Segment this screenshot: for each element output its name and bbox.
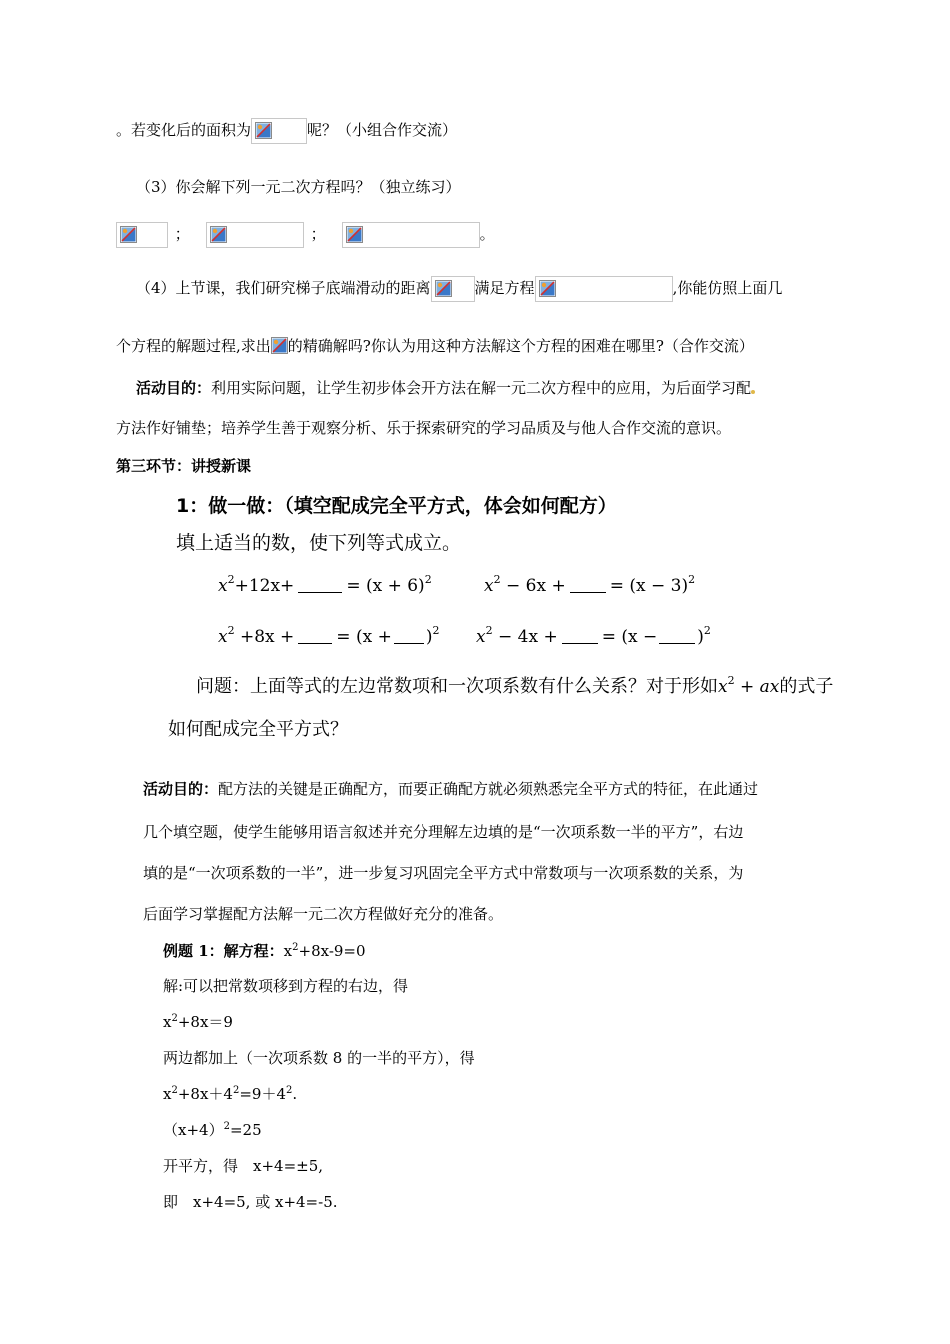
doit-heading: 1：做一做：（填空配成完全平方式，体会如何配方） [176, 495, 617, 517]
math-term: − 4x + [492, 627, 558, 647]
math-term: x [283, 942, 293, 960]
goal-label: 活动目的： [136, 379, 212, 397]
fill-blank[interactable] [394, 629, 424, 644]
activity-goal-1-cont: 方法作好铺垫；培养学生善于观察分析、乐于探索研究的学习品质及与他人合作交流的意识。 [116, 419, 732, 437]
goal-text: 利用实际问题，让学生初步体会开方法在解一元二次方程中的应用，为后面学习配 [211, 379, 752, 397]
math-term: = (x + 6) [346, 576, 425, 596]
solution-step-3: 两边都加上（一次项系数 8 的一半的平方），得 [163, 1049, 475, 1067]
question-text: 问题：上面等式的左边常数项和一次项系数有什么关系？对于形如 [196, 676, 718, 697]
exponent: 2 [223, 1121, 230, 1132]
goal-text: 配方法的关键是正确配方，而要正确配方就必须熟悉完全平方式的特征，在此通过 [218, 780, 759, 798]
exponent: 2 [485, 624, 493, 637]
equation-3 [218, 625, 439, 649]
image-placeholder-icon [120, 226, 137, 243]
equations-row [116, 222, 495, 248]
activity-goal-1 [136, 378, 755, 398]
math-term: +12x+ [234, 576, 295, 596]
math-term: x [163, 1085, 172, 1103]
text-segment: 呢？（小组合作交流） [307, 121, 458, 139]
math-term: = (x − [601, 627, 658, 647]
exponent: 2 [232, 1085, 240, 1096]
goal-label: 活动目的： [143, 780, 219, 798]
fill-blank[interactable] [659, 629, 695, 644]
exponent: 2 [432, 624, 440, 637]
activity-goal-2-line3: 填的是“一次项系数的一半”，进一步复习巩固完全平方式中常数项与一次项系数的关系，为 [143, 864, 744, 882]
exponent: 2 [227, 573, 235, 586]
math-term: +8x＋4 [177, 1085, 233, 1103]
image-placeholder-icon [435, 280, 452, 297]
comment-marker [751, 390, 755, 394]
math-var: x [218, 627, 228, 647]
math-var: x [476, 627, 486, 647]
exponent: 2 [171, 1013, 178, 1024]
math-term: ) [697, 627, 704, 647]
solution-step-1: 解:可以把常数项移到方程的右边，得 [163, 977, 409, 995]
doit-question-cont: 如何配成完全平方式？ [168, 719, 348, 740]
separator: ； [174, 225, 190, 243]
math-var: x [484, 576, 494, 596]
text-segment: 满足方程 [474, 279, 535, 297]
math-var: x [218, 576, 228, 596]
equation-1 [218, 574, 432, 598]
question-3: （3）你会解下列一元二次方程吗？（独立练习） [136, 178, 461, 196]
solution-step-6: 开平方，得 x+4=±5, [163, 1157, 324, 1175]
fill-blank[interactable] [298, 629, 332, 644]
exponent: 2 [171, 1085, 178, 1096]
activity-goal-2 [143, 779, 758, 799]
equation-image [535, 276, 673, 302]
activity-goal-2-line2: 几个填空题，使学生能够用语言叙述并充分理解左边填的是“一次项系数一半的平方”，右边 [143, 823, 744, 841]
math-var: x [718, 677, 728, 697]
broken-image-icon [251, 118, 307, 144]
image-placeholder-icon [210, 226, 227, 243]
exponent: 2 [286, 1085, 293, 1096]
image-placeholder-icon [539, 280, 556, 297]
activity-goal-2-line4: 后面学习掌握配方法解一元二次方程做好充分的准备。 [143, 905, 504, 923]
exponent: 2 [727, 674, 735, 687]
exponent: 2 [292, 942, 299, 953]
equation-image-1 [116, 222, 168, 248]
math-term: = (x − 3) [609, 576, 689, 596]
equation-2 [484, 574, 695, 598]
text-segment: 。若变化后的面积为 [116, 121, 252, 139]
exponent: 2 [493, 573, 501, 586]
variable-image [431, 276, 475, 302]
example-label: 例题 1：解方程： [163, 942, 284, 960]
section-title: 第三环节：讲授新课 [116, 457, 252, 475]
exponent: 2 [688, 573, 696, 586]
solution-step-4 [163, 1084, 297, 1104]
math-term: x [163, 1013, 172, 1031]
exponent: 2 [227, 624, 235, 637]
math-term: = (x + [336, 627, 392, 647]
exponent: 2 [703, 624, 711, 637]
example-1 [163, 941, 366, 961]
solution-step-2 [163, 1012, 233, 1032]
doit-question [196, 674, 833, 700]
image-placeholder-icon [255, 122, 272, 139]
math-term: +8x-9=0 [298, 942, 366, 960]
solution-step-7: 即 x+4=5, 或 x+4=-5. [163, 1193, 338, 1211]
doit-instruction: 填上适当的数，使下列等式成立。 [176, 532, 462, 554]
end-mark: 。 [479, 225, 495, 243]
exponent: 2 [424, 573, 432, 586]
text-segment: （4）上节课，我们研究梯子底端滑动的距离 [136, 279, 431, 297]
equation-image-2 [206, 222, 304, 248]
text-segment: ,你能仿照上面几 [672, 279, 783, 297]
image-placeholder-icon [271, 337, 288, 354]
fill-blank[interactable] [562, 629, 598, 644]
question-text: 的式子 [779, 676, 834, 697]
paragraph-area-change [116, 118, 457, 144]
solution-step-5 [163, 1120, 262, 1140]
math-term: +8x + [234, 627, 295, 647]
math-term: . [292, 1085, 298, 1103]
equation-image-3 [342, 222, 480, 248]
math-term: − 6x + [500, 576, 566, 596]
image-placeholder-icon [346, 226, 363, 243]
math-term: =9＋4 [239, 1085, 286, 1103]
question-4-cont [116, 336, 754, 356]
math-term: ) [425, 627, 433, 647]
separator: ； [310, 225, 326, 243]
math-term: =25 [229, 1121, 262, 1139]
text-segment: 的精确解吗?你认为用这种方法解这个方程的困难在哪里?（合作交流） [287, 337, 754, 355]
math-term: +8x＝9 [177, 1013, 233, 1031]
equation-4 [476, 625, 711, 649]
fill-blank[interactable] [298, 578, 342, 593]
math-term: + ax [734, 677, 780, 697]
fill-blank[interactable] [570, 578, 606, 593]
math-term: （x+4） [163, 1121, 224, 1139]
text-segment: 个方程的解题过程,求出 [116, 337, 271, 355]
question-4 [136, 276, 782, 302]
